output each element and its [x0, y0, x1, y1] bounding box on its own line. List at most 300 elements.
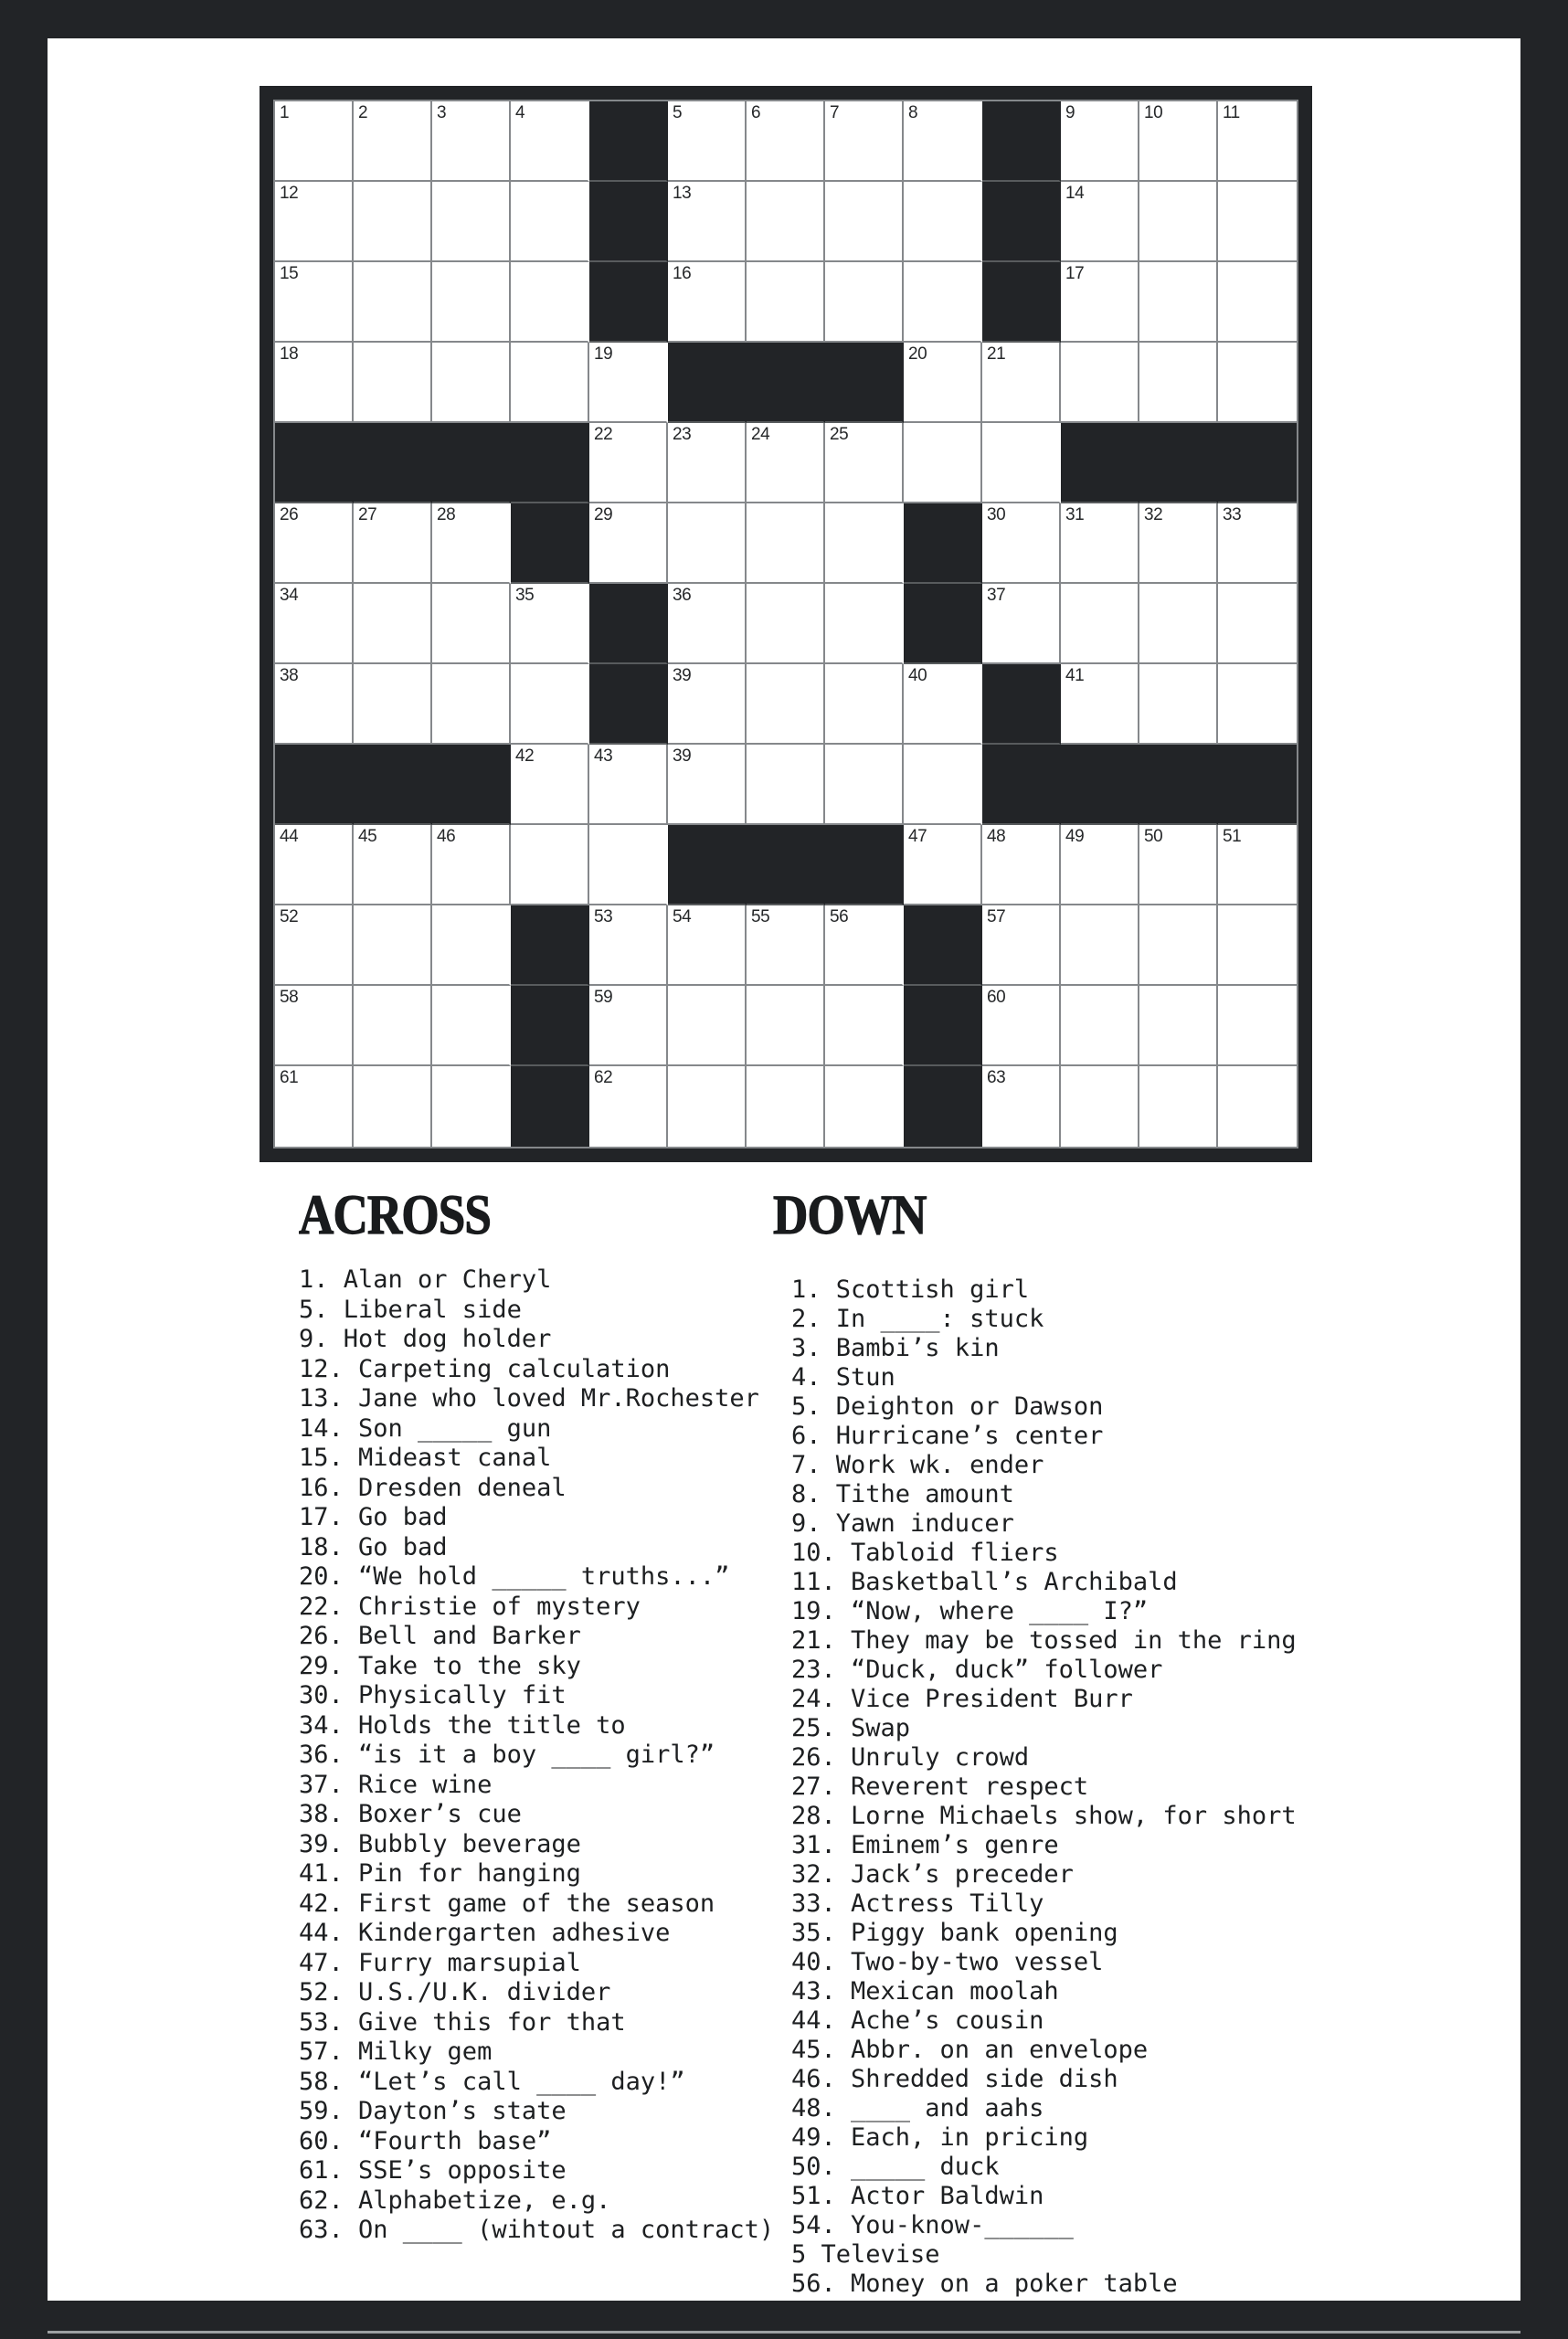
across-section — [299, 1185, 810, 2246]
grid-cell[interactable] — [1061, 905, 1139, 986]
grid-cell[interactable] — [825, 986, 904, 1066]
grid-cell[interactable] — [1139, 262, 1218, 343]
black-cell — [275, 745, 354, 825]
clue-item: 50. _____ duck — [791, 2153, 1000, 2181]
black-cell — [275, 423, 354, 503]
clue-item: 29. Take to the sky — [299, 1651, 581, 1680]
grid-cell[interactable] — [904, 343, 982, 423]
clue-item: 24. Vice President Burr — [791, 1685, 1133, 1713]
grid-cell[interactable] — [275, 343, 354, 423]
down-section — [773, 1185, 1358, 2299]
grid-cell[interactable] — [589, 745, 668, 825]
grid-cell[interactable] — [432, 503, 511, 584]
grid-cell[interactable] — [982, 905, 1061, 986]
cell-number: 57 — [987, 907, 1006, 926]
grid-cell[interactable] — [825, 423, 904, 503]
clue-item: 53. Give this for that — [299, 2007, 626, 2037]
grid-cell[interactable] — [904, 664, 982, 745]
cell-number: 26 — [280, 505, 299, 524]
cell-number: 46 — [437, 827, 456, 846]
grid-cell[interactable] — [1218, 986, 1297, 1066]
grid-cell[interactable] — [825, 503, 904, 584]
cell-number: 41 — [1065, 666, 1085, 685]
grid-cell[interactable] — [668, 986, 747, 1066]
grid-cell[interactable] — [511, 262, 589, 343]
down-title: DOWN — [773, 1185, 927, 1246]
cell-number: 60 — [987, 988, 1006, 1007]
grid-cell[interactable] — [1218, 905, 1297, 986]
grid-cell[interactable] — [511, 343, 589, 423]
clue-item: 18. Go bad — [299, 1532, 448, 1561]
grid-cell[interactable] — [589, 343, 668, 423]
grid-cell[interactable] — [668, 905, 747, 986]
grid-cell[interactable] — [354, 182, 432, 262]
clue-item: 14. Son _____ gun — [299, 1413, 552, 1443]
grid-cell[interactable] — [1139, 905, 1218, 986]
clue-item: 12. Carpeting calculation — [299, 1354, 671, 1383]
clue-item: 27. Reverent respect — [791, 1773, 1089, 1801]
grid-cell[interactable] — [668, 423, 747, 503]
grid-cell[interactable] — [982, 503, 1061, 584]
grid-cell[interactable] — [747, 664, 825, 745]
clue-item: 20. “We hold _____ truths...” — [299, 1562, 730, 1591]
grid-cell[interactable] — [354, 262, 432, 343]
clue-item: 8. Tithe amount — [791, 1480, 1014, 1508]
cell-number: 54 — [673, 907, 692, 926]
grid-cell[interactable] — [354, 825, 432, 905]
bottom-edge-line — [48, 2331, 1520, 2334]
grid-cell[interactable] — [668, 503, 747, 584]
clue-item: 34. Holds the title to — [299, 1710, 626, 1740]
grid-cell[interactable] — [1218, 182, 1297, 262]
grid-cell[interactable] — [275, 825, 354, 905]
clue-item: 5. Deighton or Dawson — [791, 1392, 1104, 1421]
clue-item: 62. Alphabetize, e.g. — [299, 2186, 611, 2215]
cell-number: 39 — [673, 746, 692, 766]
grid-cell[interactable] — [747, 262, 825, 343]
cell-number: 20 — [908, 344, 927, 364]
grid-cell[interactable] — [982, 1066, 1061, 1147]
clue-item: 1. Scottish girl — [791, 1275, 1030, 1304]
black-cell — [589, 262, 668, 343]
grid-cell[interactable] — [275, 1066, 354, 1147]
cell-number: 59 — [594, 988, 613, 1007]
cell-number: 48 — [987, 827, 1006, 846]
cell-number: 6 — [751, 103, 761, 122]
grid-cell[interactable] — [1218, 825, 1297, 905]
cell-number: 28 — [437, 505, 456, 524]
clue-item: 49. Each, in pricing — [791, 2123, 1089, 2152]
black-cell — [904, 584, 982, 664]
cell-number: 3 — [437, 103, 447, 122]
grid-cell[interactable] — [511, 825, 589, 905]
grid-cell[interactable] — [275, 905, 354, 986]
clue-item: 30. Physically fit — [299, 1681, 567, 1709]
black-cell — [1139, 423, 1218, 503]
cell-number: 32 — [1144, 505, 1163, 524]
clue-item: 42. First game of the season — [299, 1889, 715, 1918]
cell-number: 34 — [280, 586, 299, 605]
black-cell — [982, 262, 1061, 343]
grid-cell[interactable] — [982, 825, 1061, 905]
grid-cell[interactable] — [747, 503, 825, 584]
black-cell — [1218, 745, 1297, 825]
clue-item: 17. Go bad — [299, 1503, 448, 1531]
grid-cell[interactable] — [432, 905, 511, 986]
black-cell — [511, 986, 589, 1066]
black-cell — [511, 905, 589, 986]
black-cell — [982, 745, 1061, 825]
grid-cell[interactable] — [511, 101, 589, 182]
grid-cell[interactable] — [904, 825, 982, 905]
clue-item: 61. SSE’s opposite — [299, 2156, 567, 2185]
clue-item: 21. They may be tossed in the ring — [791, 1626, 1297, 1655]
grid-cell[interactable] — [511, 745, 589, 825]
black-cell — [982, 101, 1061, 182]
grid-cell[interactable] — [1139, 664, 1218, 745]
clue-item: 2. In ____: stuck — [791, 1305, 1044, 1333]
grid-cell[interactable] — [825, 905, 904, 986]
black-cell — [982, 664, 1061, 745]
clue-item: 38. Boxer’s cue — [299, 1800, 522, 1828]
clue-item: 15. Mideast canal — [299, 1444, 552, 1472]
clue-item: 4. Stun — [791, 1363, 895, 1392]
grid-cell[interactable] — [904, 262, 982, 343]
cell-number: 42 — [515, 746, 535, 766]
cell-number: 17 — [1065, 264, 1085, 283]
grid-cell[interactable] — [747, 101, 825, 182]
grid-cell[interactable] — [747, 182, 825, 262]
grid-cell[interactable] — [1061, 986, 1139, 1066]
grid-cell[interactable] — [354, 584, 432, 664]
clue-item: 19. “Now, where ____ I?” — [791, 1597, 1149, 1625]
grid-cell[interactable] — [589, 503, 668, 584]
cell-number: 53 — [594, 907, 613, 926]
grid-cell[interactable] — [982, 343, 1061, 423]
grid-cell[interactable] — [1139, 101, 1218, 182]
black-cell — [432, 745, 511, 825]
clue-item: 6. Hurricane’s center — [791, 1422, 1104, 1450]
grid-cell[interactable] — [1061, 825, 1139, 905]
clue-item: 44. Ache’s cousin — [791, 2006, 1044, 2035]
black-cell — [825, 825, 904, 905]
cell-number: 30 — [987, 505, 1006, 524]
grid-cell[interactable] — [825, 664, 904, 745]
black-cell — [904, 986, 982, 1066]
cell-number: 51 — [1223, 827, 1242, 846]
cell-number: 52 — [280, 907, 299, 926]
grid-cell[interactable] — [275, 262, 354, 343]
cell-number: 31 — [1065, 505, 1085, 524]
clue-item: 35. Piggy bank opening — [791, 1919, 1118, 1947]
cell-number: 2 — [358, 103, 368, 122]
grid-cell[interactable] — [825, 745, 904, 825]
grid-cell[interactable] — [1139, 503, 1218, 584]
grid-cell[interactable] — [1061, 343, 1139, 423]
cell-number: 61 — [280, 1068, 299, 1087]
clue-item: 28. Lorne Michaels show, for short — [791, 1802, 1297, 1830]
cell-number: 21 — [987, 344, 1006, 364]
grid-cell[interactable] — [275, 503, 354, 584]
grid-cell[interactable] — [825, 584, 904, 664]
cell-number: 11 — [1223, 103, 1240, 122]
grid-cell[interactable] — [1218, 101, 1297, 182]
clue-item: 9. Hot dog holder — [299, 1325, 552, 1353]
clue-item: 46. Shredded side dish — [791, 2065, 1118, 2093]
grid-cell[interactable] — [668, 584, 747, 664]
grid-cell[interactable] — [1218, 664, 1297, 745]
grid-cell[interactable] — [982, 584, 1061, 664]
black-cell — [354, 745, 432, 825]
cell-number: 9 — [1065, 103, 1075, 122]
black-cell — [747, 825, 825, 905]
cell-number: 36 — [673, 586, 692, 605]
black-cell — [1139, 745, 1218, 825]
grid-cell[interactable] — [747, 905, 825, 986]
clue-item: 5. Liberal side — [299, 1295, 522, 1324]
cell-number: 15 — [280, 264, 299, 283]
grid-cell[interactable] — [668, 182, 747, 262]
grid-cell[interactable] — [668, 745, 747, 825]
clue-item: 36. “is it a boy ____ girl?” — [299, 1741, 715, 1769]
grid-cell[interactable] — [1061, 262, 1139, 343]
black-cell — [982, 182, 1061, 262]
cell-number: 27 — [358, 505, 377, 524]
grid-cell[interactable] — [904, 182, 982, 262]
cell-number: 16 — [673, 264, 692, 283]
grid-cell[interactable] — [354, 986, 432, 1066]
grid-cell[interactable] — [589, 905, 668, 986]
black-cell — [825, 343, 904, 423]
clue-item: 11. Basketball’s Archibald — [791, 1568, 1178, 1596]
grid-cell[interactable] — [1139, 343, 1218, 423]
grid-cell[interactable] — [511, 182, 589, 262]
clue-item: 41. Pin for hanging — [299, 1859, 581, 1888]
grid-cell[interactable] — [1218, 343, 1297, 423]
grid-cell[interactable] — [1139, 825, 1218, 905]
cell-number: 10 — [1144, 103, 1163, 122]
grid-cell[interactable] — [354, 1066, 432, 1147]
cell-number: 1 — [280, 103, 290, 122]
grid-cell[interactable] — [511, 584, 589, 664]
cell-number: 62 — [594, 1068, 613, 1087]
grid-cell[interactable] — [668, 262, 747, 343]
black-cell — [1218, 423, 1297, 503]
black-cell — [904, 1066, 982, 1147]
grid-cell[interactable] — [275, 101, 354, 182]
black-cell — [354, 423, 432, 503]
grid-cell[interactable] — [1139, 986, 1218, 1066]
grid-cell[interactable] — [275, 664, 354, 745]
grid-cell[interactable] — [1061, 101, 1139, 182]
grid-cell[interactable] — [904, 745, 982, 825]
black-cell — [589, 584, 668, 664]
clue-item: 51. Actor Baldwin — [791, 2182, 1044, 2210]
clue-item: 1. Alan or Cheryl — [299, 1265, 552, 1294]
cell-number: 22 — [594, 425, 613, 444]
clue-item: 5 Televise — [791, 2240, 940, 2269]
clue-item: 60. “Fourth base” — [299, 2126, 552, 2155]
clue-item: 39. Bubbly beverage — [299, 1829, 581, 1858]
grid-cell[interactable] — [354, 343, 432, 423]
grid-cell[interactable] — [432, 101, 511, 182]
clue-item: 59. Dayton’s state — [299, 2097, 567, 2125]
grid-cell[interactable] — [1218, 262, 1297, 343]
clue-item: 31. Eminem’s genre — [791, 1831, 1059, 1859]
grid-cell[interactable] — [668, 1066, 747, 1147]
grid-cell[interactable] — [982, 986, 1061, 1066]
grid-cell[interactable] — [825, 101, 904, 182]
clue-item: 26. Unruly crowd — [791, 1743, 1030, 1772]
clue-item: 54. You-know-______ — [791, 2211, 1074, 2239]
clue-item: 9. Yawn inducer — [791, 1509, 1014, 1538]
cell-number: 4 — [515, 103, 525, 122]
cell-number: 33 — [1223, 505, 1242, 524]
clue-item: 37. Rice wine — [299, 1770, 493, 1799]
cell-number: 35 — [515, 586, 535, 605]
grid-cell[interactable] — [354, 905, 432, 986]
grid-cell[interactable] — [1218, 1066, 1297, 1147]
grid-cell[interactable] — [1061, 664, 1139, 745]
clue-item: 56. Money on a poker table — [791, 2270, 1178, 2298]
grid-cell[interactable] — [275, 584, 354, 664]
cell-number: 44 — [280, 827, 299, 846]
grid-cell[interactable] — [825, 182, 904, 262]
black-cell — [668, 825, 747, 905]
grid-cell[interactable] — [825, 1066, 904, 1147]
cell-number: 23 — [673, 425, 692, 444]
grid-cell[interactable] — [904, 101, 982, 182]
grid-cell[interactable] — [1139, 182, 1218, 262]
grid-cell[interactable] — [1061, 503, 1139, 584]
black-cell — [511, 503, 589, 584]
clue-item: 47. Furry marsupial — [299, 1948, 581, 1977]
grid-cell[interactable] — [982, 423, 1061, 503]
cell-number: 12 — [280, 184, 299, 203]
grid-cell[interactable] — [432, 262, 511, 343]
grid-cell[interactable] — [747, 1066, 825, 1147]
grid-cell[interactable] — [354, 503, 432, 584]
grid-cell[interactable] — [275, 182, 354, 262]
black-cell — [747, 343, 825, 423]
cell-number: 5 — [673, 103, 683, 122]
clue-item: 10. Tabloid fliers — [791, 1539, 1059, 1567]
grid-cell[interactable] — [589, 1066, 668, 1147]
across-title: ACROSS — [299, 1185, 492, 1246]
clue-item: 33. Actress Tilly — [791, 1889, 1044, 1918]
cell-number: 63 — [987, 1068, 1006, 1087]
cell-number: 50 — [1144, 827, 1163, 846]
grid-cell[interactable] — [747, 423, 825, 503]
cell-number: 8 — [908, 103, 918, 122]
clue-item: 32. Jack’s preceder — [791, 1860, 1074, 1889]
cell-number: 40 — [908, 666, 927, 685]
cell-number: 58 — [280, 988, 299, 1007]
clue-item: 45. Abbr. on an envelope — [791, 2036, 1149, 2064]
clue-item: 58. “Let’s call ____ day!” — [299, 2067, 685, 2096]
grid-cell[interactable] — [904, 423, 982, 503]
crossword-grid-block — [260, 86, 1312, 1162]
clue-item: 48. ____ and aahs — [791, 2094, 1044, 2122]
cell-number: 7 — [830, 103, 840, 122]
cell-number: 49 — [1065, 827, 1085, 846]
grid-cell[interactable] — [825, 262, 904, 343]
grid-cell[interactable] — [432, 182, 511, 262]
grid-cell[interactable] — [275, 986, 354, 1066]
cell-number: 13 — [673, 184, 692, 203]
crossword-grid — [273, 100, 1298, 1148]
grid-cell[interactable] — [589, 825, 668, 905]
clue-item: 25. Swap — [791, 1714, 911, 1742]
clue-item: 43. Mexican moolah — [791, 1977, 1059, 2006]
grid-cell[interactable] — [747, 584, 825, 664]
black-cell — [1061, 745, 1139, 825]
grid-cell[interactable] — [1061, 182, 1139, 262]
clue-item: 57. Milky gem — [299, 2037, 493, 2066]
grid-cell[interactable] — [1061, 1066, 1139, 1147]
cell-number: 55 — [751, 907, 770, 926]
black-cell — [904, 503, 982, 584]
clue-item: 26. Bell and Barker — [299, 1622, 581, 1650]
cell-number: 56 — [830, 907, 849, 926]
grid-cell[interactable] — [747, 745, 825, 825]
down-clue-list — [791, 1275, 1358, 2299]
clue-item: 40. Two-by-two vessel — [791, 1948, 1104, 1976]
clue-item: 44. Kindergarten adhesive — [299, 1919, 671, 1947]
grid-cell[interactable] — [432, 664, 511, 745]
cell-number: 14 — [1065, 184, 1085, 203]
clue-item: 23. “Duck, duck” follower — [791, 1656, 1163, 1684]
clue-item: 16. Dresden deneal — [299, 1473, 567, 1502]
grid-cell[interactable] — [668, 664, 747, 745]
grid-cell[interactable] — [432, 1066, 511, 1147]
grid-cell[interactable] — [432, 343, 511, 423]
cell-number: 18 — [280, 344, 299, 364]
grid-cell[interactable] — [432, 584, 511, 664]
black-cell — [589, 664, 668, 745]
cell-number: 38 — [280, 666, 299, 685]
black-cell — [511, 1066, 589, 1147]
clue-item: 7. Work wk. ender — [791, 1451, 1044, 1479]
grid-cell[interactable] — [354, 101, 432, 182]
grid-cell[interactable] — [432, 825, 511, 905]
grid-cell[interactable] — [589, 423, 668, 503]
cell-number: 43 — [594, 746, 613, 766]
black-cell — [1061, 423, 1139, 503]
black-cell — [432, 423, 511, 503]
grid-cell[interactable] — [589, 986, 668, 1066]
black-cell — [904, 905, 982, 986]
grid-cell[interactable] — [668, 101, 747, 182]
clue-item: 52. U.S./U.K. divider — [299, 1978, 611, 2006]
grid-cell[interactable] — [1061, 584, 1139, 664]
grid-cell[interactable] — [432, 986, 511, 1066]
grid-cell[interactable] — [511, 664, 589, 745]
grid-cell[interactable] — [1139, 584, 1218, 664]
black-cell — [511, 423, 589, 503]
grid-cell[interactable] — [354, 664, 432, 745]
clue-item: 63. On ____ (wihtout a contract) — [299, 2216, 775, 2244]
grid-cell[interactable] — [1218, 503, 1297, 584]
grid-cell[interactable] — [1218, 584, 1297, 664]
cell-number: 19 — [594, 344, 613, 364]
cell-number: 47 — [908, 827, 927, 846]
clue-item: 22. Christie of mystery — [299, 1592, 641, 1621]
cell-number: 39 — [673, 666, 692, 685]
grid-cell[interactable] — [747, 986, 825, 1066]
cell-number: 37 — [987, 586, 1006, 605]
grid-cell[interactable] — [1139, 1066, 1218, 1147]
